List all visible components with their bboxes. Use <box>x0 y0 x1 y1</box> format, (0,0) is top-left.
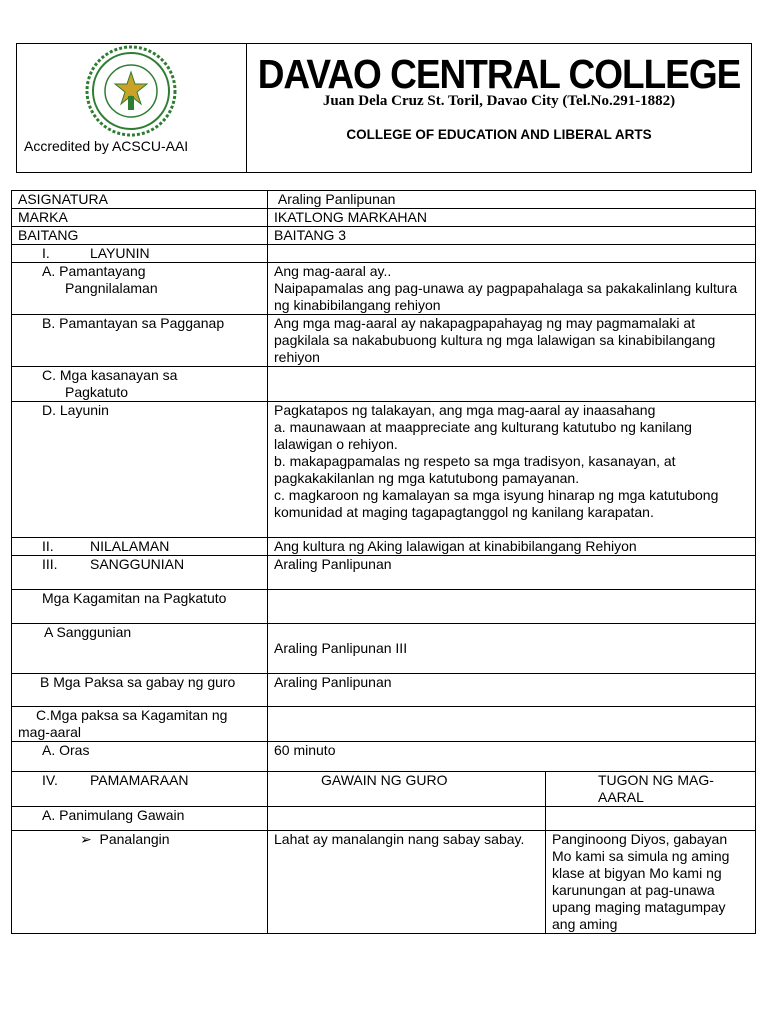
row-label: II. NILALAMAN <box>12 538 268 556</box>
row-value: Araling Panlipunan <box>268 556 756 590</box>
table-row <box>12 315 756 367</box>
table-row <box>12 772 756 807</box>
college-header <box>16 43 752 173</box>
column-header-guro: GAWAIN NG GURO <box>268 772 546 807</box>
row-label: D. Layunin <box>12 402 268 538</box>
row-value: Ang mga mag-aaral ay nakapagpapahayag ng may pagmamalaki at pagkilala sa nakabubuong kultura ng mga lalawigan sa kinabibilangang rehiyon <box>268 315 756 367</box>
table-row <box>12 807 756 831</box>
table-row <box>12 674 756 707</box>
row-label: MARKA <box>12 209 268 227</box>
arrow-bullet-icon: ➢ <box>80 831 92 847</box>
college-address: Juan Dela Cruz St. Toril, Davao City (Tel.No.291-1882) <box>322 93 676 109</box>
row-label: B. Pamantayan sa Pagganap <box>12 315 268 367</box>
seal-icon <box>81 44 181 137</box>
row-value: 60 minuto <box>268 742 756 772</box>
table-row <box>12 590 756 624</box>
table-row <box>12 263 756 315</box>
college-name: DAVAO CENTRAL COLLEGE <box>257 51 741 97</box>
row-label: C. Mga kasanayan sa Pagkatuto <box>12 367 268 402</box>
row-value: Araling Panlipunan III <box>268 624 756 674</box>
row-value: Araling Panlipunan <box>268 674 756 707</box>
column-header-mag-aaral: TUGON NG MAG-AARAL <box>546 772 756 807</box>
department-name: COLLEGE OF EDUCATION AND LIBERAL ARTS <box>346 127 652 142</box>
table-row <box>12 209 756 227</box>
row-value <box>268 807 546 831</box>
row-value: IKATLONG MARKAHAN <box>268 209 756 227</box>
row-label: IV. PAMAMARAAN <box>12 772 268 807</box>
row-value: Pagkatapos ng talakayan, ang mga mag-aaral ay inaasahang a. maunawaan at maappreciate ang kulturang katutubo ng kanilang lalawigan o rehiyon. b. makapagpamalas ng respeto sa mga tradisyon, kasanayan, at pagkakakilanlan ng mga katutubong pamayanan. c. magkaroon ng kamalayan sa mga isyung hinarap ng mga katutubong komunidad at maging tagapagtanggol ng kanilang karapatan. <box>268 402 756 538</box>
row-label: ASIGNATURA <box>12 191 268 209</box>
table-row <box>12 556 756 590</box>
row-value <box>268 707 756 742</box>
lesson-plan-table <box>11 190 756 934</box>
table-row <box>12 831 756 934</box>
row-label: BAITANG <box>12 227 268 245</box>
table-row <box>12 367 756 402</box>
row-label: A. Oras <box>12 742 268 772</box>
table-row <box>12 538 756 556</box>
row-value <box>268 590 756 624</box>
row-value: Ang mag-aaral ay.. Naipapamalas ang pag-unawa ay pagpapahalaga sa pakakalinlang kultura ng kinabibilangang rehiyon <box>268 263 756 315</box>
table-row <box>12 707 756 742</box>
table-row <box>12 245 756 263</box>
table-row <box>12 402 756 538</box>
table-row <box>12 624 756 674</box>
table-row <box>12 227 756 245</box>
guro-activity: Lahat ay manalangin nang sabay sabay. <box>268 831 546 934</box>
row-label: A Sanggunian <box>12 624 268 674</box>
row-label: C.Mga paksa sa Kagamitan ng mag-aaral <box>12 707 268 742</box>
mag-aaral-response: Panginoong Diyos, gabayan Mo kami sa simula ng aming klase at bigyan Mo kami ng karunungan at pag-unawa upang maging matagumpay ang aming <box>546 831 756 934</box>
row-value: Araling Panlipunan <box>268 191 756 209</box>
row-value <box>546 807 756 831</box>
row-label: A. Panimulang Gawain <box>12 807 268 831</box>
row-value: Ang kultura ng Aking lalawigan at kinabibilangang Rehiyon <box>268 538 756 556</box>
college-seal <box>81 44 181 137</box>
row-value <box>268 367 756 402</box>
row-value: BAITANG 3 <box>268 227 756 245</box>
row-label: ➢ Panalangin <box>12 831 268 934</box>
table-row <box>12 742 756 772</box>
row-label: B Mga Paksa sa gabay ng guro <box>12 674 268 707</box>
accreditation-text: Accredited by ACSCU-AAI <box>24 138 189 154</box>
row-label: III. SANGGUNIAN <box>12 556 268 590</box>
row-label: I. LAYUNIN <box>12 245 268 263</box>
table-row <box>12 191 756 209</box>
row-label: A. Pamantayang Pangnilalaman <box>12 263 268 315</box>
row-label: Mga Kagamitan na Pagkatuto <box>12 590 268 624</box>
row-value <box>268 245 756 263</box>
